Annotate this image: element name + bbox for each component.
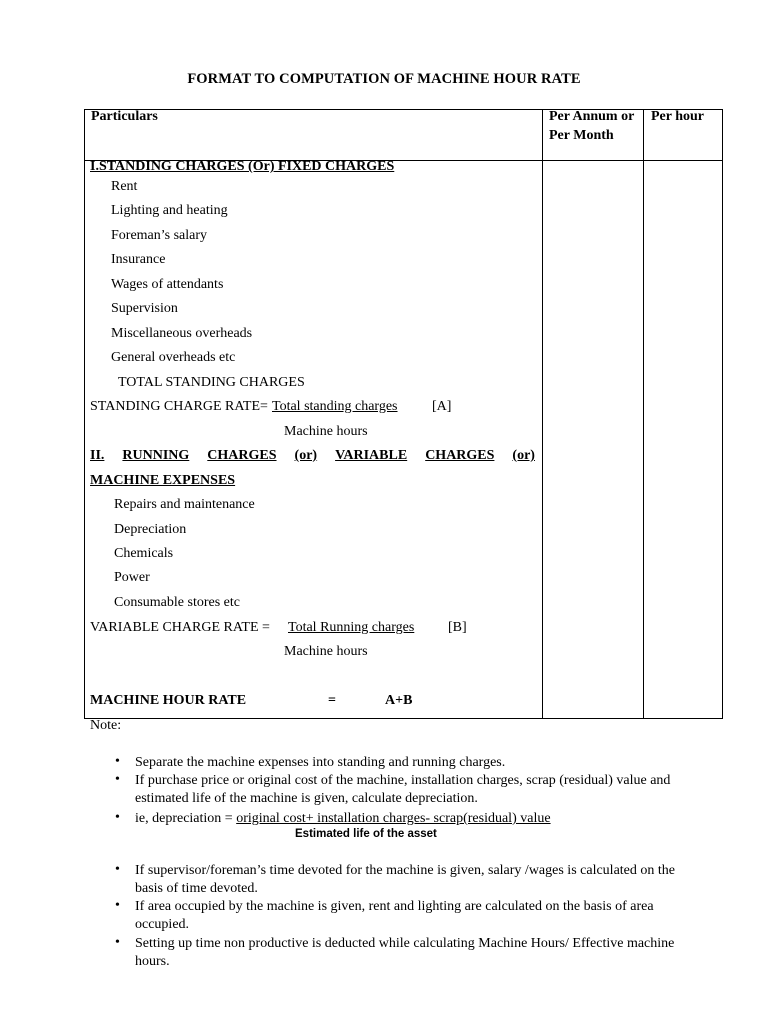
standing-item: Supervision	[111, 301, 178, 316]
machine-expenses-heading: MACHINE EXPENSES	[90, 473, 236, 488]
standing-rate-numerator: Total standing charges	[272, 399, 398, 414]
header-per-annum-line1: Per Annum or	[549, 109, 635, 124]
running-heading-word: VARIABLE	[335, 448, 408, 463]
note-heading: Note:	[90, 718, 122, 733]
standing-item: General overheads etc	[111, 350, 236, 365]
running-item: Depreciation	[114, 522, 187, 537]
standing-rate-denominator: Machine hours	[284, 424, 368, 439]
note-item: Setting up time non productive is deducted while calculating Machine Hours/ Effective machine hours.	[135, 936, 675, 969]
variable-rate-numerator: Total Running charges	[288, 620, 415, 635]
header-per-hour: Per hour	[651, 109, 705, 124]
note-item: Separate the machine expenses into standing and running charges.	[135, 755, 506, 770]
standing-item: Lighting and heating	[111, 203, 228, 218]
running-heading-word: (or)	[294, 448, 318, 463]
running-heading-word: II.	[90, 448, 105, 463]
depreciation-denominator: Estimated life of the asset	[295, 828, 437, 840]
note-item: If area occupied by the machine is given, rent and lighting are calculated on the basis of area occupied.	[135, 899, 654, 932]
standing-item: Wages of attendants	[111, 277, 224, 292]
note-item: If supervisor/foreman’s time devoted for the machine is given, salary /wages is calculated on the basis of time devoted.	[135, 863, 675, 896]
running-heading-word: CHARGES	[207, 448, 277, 463]
machine-hour-rate-value: A+B	[385, 693, 413, 708]
running-heading-word: (or)	[512, 448, 535, 463]
machine-hour-rate-equals: =	[328, 693, 336, 708]
standing-rate-label: STANDING CHARGE RATE=	[90, 399, 268, 414]
column-divider-1	[542, 110, 543, 718]
total-standing-charges: TOTAL STANDING CHARGES	[118, 375, 305, 390]
running-charges-heading	[90, 448, 535, 464]
bullet: •	[115, 772, 120, 787]
bullet: •	[115, 810, 120, 825]
standing-item: Rent	[111, 179, 138, 194]
column-divider-2	[643, 110, 644, 718]
machine-hour-rate-label: MACHINE HOUR RATE	[90, 693, 247, 708]
depreciation-numerator: original cost+ installation charges- scrap(residual) value	[236, 811, 551, 826]
note-item: If purchase price or original cost of the machine, installation charges, scrap (residual) value and estimated life of the machine is given, calculate depreciation.	[135, 773, 671, 806]
depreciation-prefix: ie, depreciation =	[135, 811, 237, 826]
running-item: Chemicals	[114, 546, 174, 561]
running-item: Power	[114, 570, 150, 585]
bullet: •	[115, 754, 120, 769]
running-item: Repairs and maintenance	[114, 497, 255, 512]
running-heading-word: RUNNING	[122, 448, 190, 463]
header-per-annum-line2: Per Month	[549, 128, 614, 143]
running-item: Consumable stores etc	[114, 595, 240, 610]
header-particulars: Particulars	[91, 109, 158, 124]
bullet: •	[115, 898, 120, 913]
standing-charges-heading: I.STANDING CHARGES (Or) FIXED CHARGES	[90, 159, 395, 174]
standing-item: Insurance	[111, 252, 166, 267]
running-heading-word: CHARGES	[425, 448, 495, 463]
bullet: •	[115, 935, 120, 950]
bullet: •	[115, 862, 120, 877]
standing-item: Miscellaneous overheads	[111, 326, 253, 341]
standing-rate-marker: [A]	[432, 399, 452, 414]
standing-item: Foreman’s salary	[111, 228, 208, 243]
variable-rate-marker: [B]	[448, 620, 467, 635]
depreciation-formula	[135, 810, 695, 828]
page-title: FORMAT TO COMPUTATION OF MACHINE HOUR RATE	[187, 71, 581, 87]
variable-rate-denominator: Machine hours	[284, 644, 368, 659]
variable-rate-label: VARIABLE CHARGE RATE =	[90, 620, 270, 635]
